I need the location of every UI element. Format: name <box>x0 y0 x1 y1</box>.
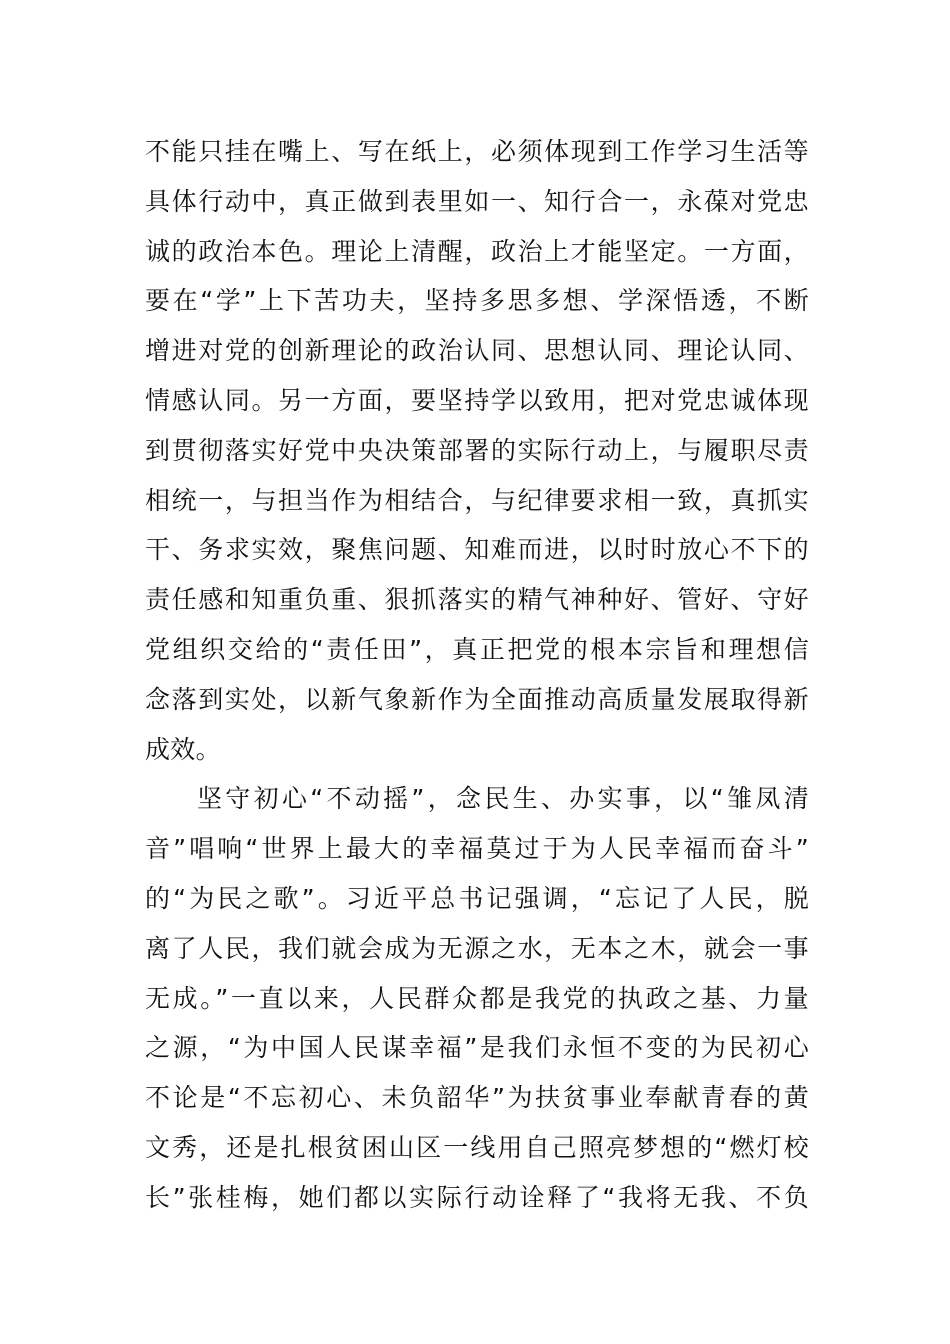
text-line: 不能只挂在嘴上、写在纸上，必须体现到工作学习生活等 <box>145 137 809 166</box>
text-line: 不论是“不忘初心、未负韶华”为扶贫事业奉献青春的黄 <box>145 1083 809 1113</box>
text-line: 之源，“为中国人民谋幸福”是我们永恒不变的为民初心 <box>145 1033 809 1063</box>
text-line: 长”张桂梅，她们都以实际行动诠释了“我将无我、不负 <box>145 1182 809 1212</box>
paragraph-1 <box>145 127 809 774</box>
text-line: 相统一，与担当作为相结合，与纪律要求相一致，真抓实 <box>145 485 809 515</box>
text-line: 诚的政治本色。理论上清醒，政治上才能坚定。一方面， <box>145 236 809 266</box>
text-line: 情感认同。另一方面，要坚持学以致用，把对党忠诚体现 <box>145 385 809 415</box>
text-line: 音”唱响“世界上最大的幸福莫过于为人民幸福而奋斗” <box>145 834 809 864</box>
text-line: 念落到实处，以新气象新作为全面推动高质量发展取得新 <box>145 684 809 714</box>
text-line: 成效。 <box>145 734 221 764</box>
text-line: 责任感和知重负重、狠抓落实的精气神种好、管好、守好 <box>145 585 809 615</box>
text-line: 的“为民之歌”。习近平总书记强调，“忘记了人民，脱 <box>145 883 809 913</box>
text-line: 坚守初心“不动摇”，念民生、办实事，以“雏凤清 <box>197 784 809 814</box>
text-line: 党组织交给的“责任田”，真正把党的根本宗旨和理想信 <box>145 634 809 664</box>
text-line: 无成。”一直以来，人民群众都是我党的执政之基、力量 <box>145 983 809 1013</box>
text-line: 离了人民，我们就会成为无源之水，无本之木，就会一事 <box>145 933 809 963</box>
text-line: 增进对党的创新理论的政治认同、思想认同、理论认同、 <box>145 336 809 366</box>
text-line: 到贯彻落实好党中央决策部署的实际行动上，与履职尽责 <box>145 435 809 465</box>
body-text <box>145 127 809 1223</box>
text-line: 干、务求实效，聚焦问题、知难而进，以时时放心不下的 <box>145 535 809 565</box>
text-line: 文秀，还是扎根贫困山区一线用自己照亮梦想的“燃灯校 <box>145 1132 809 1162</box>
paragraph-2 <box>145 774 809 1222</box>
text-line: 具体行动中，真正做到表里如一、知行合一，永葆对党忠 <box>145 186 809 216</box>
text-line: 要在“学”上下苦功夫，坚持多思多想、学深悟透，不断 <box>145 286 809 316</box>
